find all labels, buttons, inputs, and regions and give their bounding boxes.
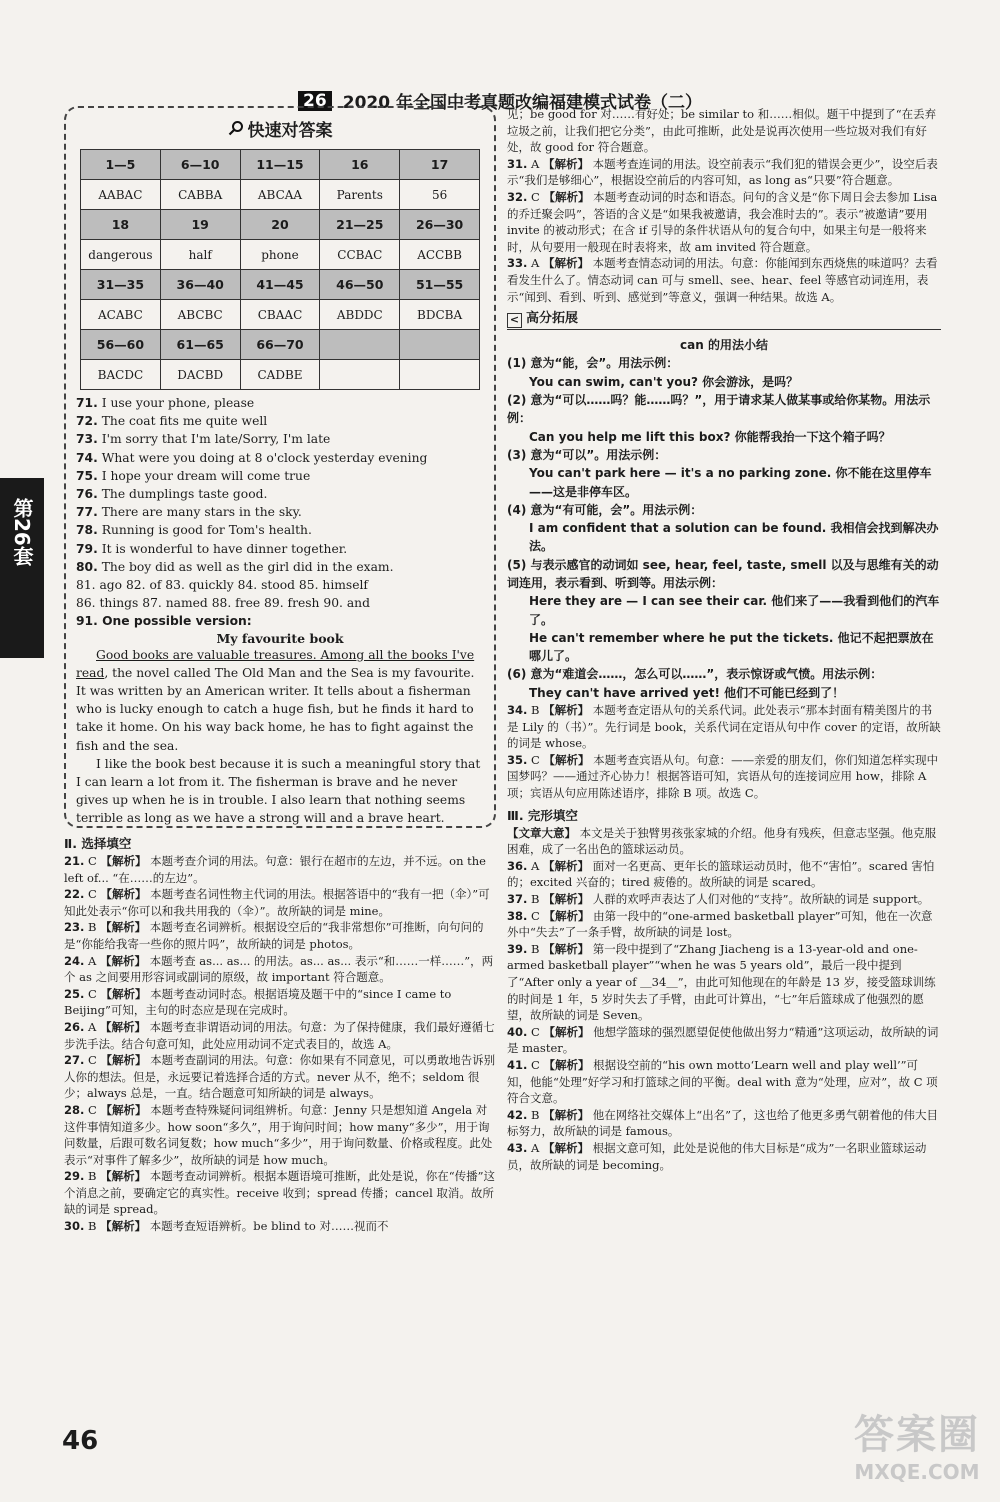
answer-value-cell: ABDDC xyxy=(320,300,400,330)
answer-range-cell: 11—15 xyxy=(240,150,320,180)
answer-value-cell: BACDC xyxy=(81,360,161,390)
answer-line: 80. The boy did as well as the girl did in the exam. xyxy=(76,559,394,574)
answer-line: 77. There are many stars in the sky. xyxy=(76,505,302,520)
answer-range-cell: 36—40 xyxy=(160,270,240,300)
usage-rule: (5) 与表示感官的动词如 see, hear, feel, taste, smell 以及与思维有关的动词连用，表示看到、听到等。用法示例： xyxy=(507,557,939,590)
answer-range-cell: 21—25 xyxy=(320,210,400,240)
answer-table-header-row xyxy=(81,330,480,360)
article-gist: 【文章大意】 本文是关于独臂男孩张家城的介绍。他身有残疾，但意志坚强。他克服困难，成了一名出色的篮球运动员。 xyxy=(507,825,937,857)
answer-value-cell: ABCAA xyxy=(240,180,320,210)
analysis-item: 43. A 【解析】 根据文意可知，此处是说他的伟大目标是“成为”一名职业篮球运动员，故所缺的词是 becoming。 xyxy=(507,1140,927,1172)
answer-range-cell: 46—50 xyxy=(320,270,400,300)
answer-table xyxy=(80,149,480,390)
answer-range-cell: 26—30 xyxy=(400,210,480,240)
analysis-item: 39. B 【解析】 第一段中提到了“Zhang Jiacheng is a 13-year-old and one-armed basketball player”“when he was 5 years old”，最后一段中提到了“After only a year of ＿34＿”，由此可知他现在的年龄是 13 岁，接受篮球训练的时间是 1 年，5 岁时失去了手臂，由此可计算出，“七”年后篮球成了他强烈的愿望，故所缺的词是 Seven。 xyxy=(507,941,936,1023)
left-column xyxy=(64,106,496,1235)
answer-value-cell: BDCBA xyxy=(400,300,480,330)
analysis-items-mid xyxy=(507,702,941,802)
answer-line: 74. What were you doing at 8 o'clock yesterday evening xyxy=(76,450,428,465)
answer-value-cell xyxy=(400,360,480,390)
analysis-item: 21. C 【解析】 本题考查介词的用法。句意：银行在超市的左边，并不远。on the left of... “在……的左边”。 xyxy=(64,854,486,885)
right-column xyxy=(507,106,941,1173)
answer-line: 73. I'm sorry that I'm late/Sorry, I'm late xyxy=(76,432,331,447)
analysis-item: 23. B 【解析】 本题考查名词辨析。根据设空后的“我非常想你”可推断，向句问的是“你能给我寄一些你的照片吗”，故所缺的词是 photos。 xyxy=(64,920,484,951)
essay-title: My favourite book xyxy=(216,630,344,646)
answer-line: 86. things 87. named 88. free 89. fresh 90. and xyxy=(76,596,370,611)
can-usage-summary xyxy=(507,336,941,702)
analysis-item: 31. A 【解析】 本题考查连词的用法。设空前表示“我们犯的错误会更少”，设空后表示“我们是够细心”，根据设空前后的内容可知，as long as“只要”符合题意。 xyxy=(507,156,938,188)
answer-value-cell: ACCBB xyxy=(400,240,480,270)
usage-rule: (3) 意为“可以”。用法示例： xyxy=(507,447,667,462)
analysis-item: 24. A 【解析】 本题考查 as... as... 的用法。as... as... 表示“和……一样……”，两个 as 之间要用形容词或副词的原级，故 important 符合题意。 xyxy=(64,953,494,985)
answer-value-cell: CCBAC xyxy=(320,240,400,270)
answer-line: 72. The coat fits me quite well xyxy=(76,414,268,429)
essay-paragraph: Good books are valuable treasures. Among all the books I've read, the novel called The Old Man and the Sea is my favourite. It was written by an American writer. It tells about a fisherman who is lucky enough to catch a huge fish, but he finds it hard to take it home. On his way back home, he has to fight against the fish and the sea. xyxy=(76,647,475,753)
answer-value-cell: CABBA xyxy=(160,180,240,210)
share-icon: < xyxy=(507,313,522,328)
watermark-logo: 答案圈 MXQE.COM xyxy=(854,1412,980,1484)
analysis-item: 22. C 【解析】 本题考查名词性物主代词的用法。根据答语中的“我有一把（伞）”可知此处表示“你可以和我共用我的（伞）”。故所缺的词是 mine。 xyxy=(64,887,490,918)
set-number-badge: 26 xyxy=(298,91,332,111)
magnifier-icon xyxy=(228,120,244,141)
answer-range-cell: 31—35 xyxy=(81,270,161,300)
quick-answer-title: 快速对答案 xyxy=(76,116,484,141)
analysis-item: 35. C 【解析】 本题考查宾语从句。句意：——亲爱的朋友们，你们知道怎样实现中国梦吗？——通过齐心协力！根据答语可知，宾语从句的连接词应用 how，排除 A 项；宾语从句应用陈述语序，排除 B 项。故选 C。 xyxy=(507,752,939,801)
answer-range-cell xyxy=(400,330,480,360)
side-tab xyxy=(0,478,44,658)
answer-value-cell: CADBE xyxy=(240,360,320,390)
answer-range-cell: 20 xyxy=(240,210,320,240)
section-title: Ⅱ. 选择填空 xyxy=(64,836,132,851)
answer-value-cell: ACABC xyxy=(81,300,161,330)
analysis-item: 29. B 【解析】 本题考查动词辨析。根据本题语境可推断，此处是说，你在“传播”这个消息之前，要确定它的真实性。receive 收到；spread 传播；cancel 取消。故所缺的词是 spread。 xyxy=(64,1169,496,1217)
answer-range-cell: 19 xyxy=(160,210,240,240)
answer-range-cell: 66—70 xyxy=(240,330,320,360)
answer-value-cell: CBAAC xyxy=(240,300,320,330)
answer-value-cell xyxy=(320,360,400,390)
analysis-item: 26. A 【解析】 本题考查非谓语动词的用法。句意：为了保持健康，我们最好遵循七步洗手法。结合句意可知，此处应用动词不定式表目的，故选 A。 xyxy=(64,1019,495,1051)
analysis-item: 36. A 【解析】 面对一名更高、更年长的篮球运动员时，他不“害怕”。scared 害怕的；excited 兴奋的；tired 疲倦的。故所缺的词是 scared。 xyxy=(507,858,935,890)
side-tab-label: 第26套 xyxy=(10,498,34,566)
answer-range-cell xyxy=(320,330,400,360)
answer-value-cell: phone xyxy=(240,240,320,270)
usage-rule: (4) 意为“有可能，会”。用法示例： xyxy=(507,502,703,517)
analysis-item: 27. C 【解析】 本题考查副词的用法。句意：你如果有不同意见，可以勇敢地告诉别人你的想法。但是，永远要记着选择合适的方式。never 从不，绝不；seldom 很少；always 总是，一直。结合题意可知所缺的词是 always。 xyxy=(64,1053,496,1101)
answer-line: 76. The dumplings taste good. xyxy=(76,487,268,502)
answer-range-cell: 1—5 xyxy=(81,150,161,180)
answer-table-row xyxy=(81,300,480,330)
answer-range-cell: 51—55 xyxy=(400,270,480,300)
page-title: 2020 年全国中考真题改编福建模式试卷（二） xyxy=(342,93,702,113)
answer-value-cell: dangerous xyxy=(81,240,161,270)
choice-section xyxy=(64,834,496,1235)
analysis-items-bottom xyxy=(507,858,941,1173)
answer-table-header-row xyxy=(81,150,480,180)
analysis-item: 30. B 【解析】 本题考查短语辨析。be blind to 对……视而不 xyxy=(64,1219,389,1234)
answer-value-cell: ABCBC xyxy=(160,300,240,330)
analysis-item: 33. A 【解析】 本题考查情态动词的用法。句意：你能闻到东西烧焦的味道吗？去看看发生什么了。情态动词 can 可与 smell、see、hear、feel 等感官动词连用，表示“闻到、看到、听到、感觉到”等意义，强调一种结果。故选 A。 xyxy=(507,256,938,304)
answer-value-cell: AABAC xyxy=(81,180,161,210)
analysis-item: 28. C 【解析】 本题考查特殊疑问词组辨析。句意：Jenny 只是想知道 Angela 对这件事情知道多少。how soon“多久”，用于询问时间；how many“多少”，用于询问数量，后跟可数名词复数；how much“多少”，用于询问数量、价格或程度。此处表示“对事件了解多少”，故所缺的词是 how much。 xyxy=(64,1102,493,1167)
usage-example: I am confident that a solution can be found. 我相信会找到解决办法。 xyxy=(529,521,939,554)
usage-example: Can you help me lift this box? 你能帮我抬一下这个箱子吗？ xyxy=(529,429,891,444)
analysis-item: 见；be good for 对……有好处；be similar to 和……相似。题干中提到了“在丢弃垃圾之前，让我们把它分类”，由此可推断，此处是说再次使用一些垃圾对我们有好处，故 good for 符合题意。 xyxy=(507,107,937,155)
answer-line: 81. ago 82. of 83. quickly 84. stood 85. himself xyxy=(76,578,368,593)
answer-line: 91. One possible version: xyxy=(76,614,252,629)
answer-line: 75. I hope your dream will come true xyxy=(76,468,311,483)
usage-example: Here they are — I can see their car. 他们来了——我看到他们的汽车了。 xyxy=(529,594,940,627)
usage-example: You can swim, can't you? 你会游泳，是吗？ xyxy=(529,374,799,389)
analysis-item: 32. C 【解析】 本题考查动词的时态和语态。问句的含义是“你下周日会去参加 Lisa 的乔迁聚会吗”，答语的含义是“如果我被邀请，我会准时去的”。表示“被邀请”要用 invite 的被动形式；在含 if 引导的条件状语从句的复合句中，如果主句是一般将来时，从句要用一般现在时表将来，故 am invited 符合题意。 xyxy=(507,189,938,254)
choice-items xyxy=(64,853,496,1235)
answer-table-header-row xyxy=(81,210,480,240)
analysis-item: 40. C 【解析】 他想学篮球的强烈愿望促使他做出努力“精通”这项运动，故所缺的词是 master。 xyxy=(507,1024,939,1056)
answer-value-cell: Parents xyxy=(320,180,400,210)
usage-rule: (2) 意为“可以……吗？能……吗？”，用于请求某人做某事或给你某物。用法示例： xyxy=(507,393,931,426)
usage-rule: (6) 意为“难道会……，怎么可以……”，表示惊讶或气愤。用法示例： xyxy=(507,667,883,682)
analysis-item: 34. B 【解析】 本题考查定语从句的关系代词。此处表示“那本封面有精美图片的书是 Lily 的（书）”。先行词是 book，关系代词在定语从句中作 cover 的定语，故所缺的词是 whose。 xyxy=(507,703,941,751)
answer-line: 78. Running is good for Tom's health. xyxy=(76,523,312,538)
analysis-item: 42. B 【解析】 他在网络社交媒体上“出名”了，这也给了他更多勇气朝着他的伟大目标努力，故所缺的词是 famous。 xyxy=(507,1107,939,1139)
usage-rule: (1) 意为“能，会”。用法示例： xyxy=(507,356,679,371)
essay xyxy=(76,646,484,828)
extension-header: < 高分拓展 xyxy=(507,307,941,330)
summary-title: can 的用法小结 xyxy=(680,338,768,353)
answer-value-cell: 56 xyxy=(400,180,480,210)
answer-value-cell: half xyxy=(160,240,240,270)
quick-answer-box xyxy=(64,106,496,828)
answer-range-cell: 17 xyxy=(400,150,480,180)
answer-range-cell: 61—65 xyxy=(160,330,240,360)
answer-table-header-row xyxy=(81,270,480,300)
usage-example: They can't have arrived yet! 他们不可能已经到了！ xyxy=(529,685,845,700)
cloze-section-title: Ⅲ. 完形填空 xyxy=(507,807,578,823)
answer-table-row xyxy=(81,180,480,210)
answer-range-cell: 16 xyxy=(320,150,400,180)
analysis-item: 41. C 【解析】 根据设空前的“his own motto‘Learn well and play well’”可知，他能“处理”好学习和打篮球之间的平衡。deal with 意为“处理，应对”，故 C 项符合文意。 xyxy=(507,1057,938,1106)
analysis-item: 38. C 【解析】 由第一段中的“one-armed basketball player”可知，他在一次意外中“失去”了一条手臂，故所缺的词是 lost。 xyxy=(507,908,933,940)
answer-line: 71. I use your phone, please xyxy=(76,396,255,410)
answer-table-row xyxy=(81,360,480,390)
answer-range-cell: 6—10 xyxy=(160,150,240,180)
analysis-item: 37. B 【解析】 人群的欢呼声表达了人们对他的“支持”。故所缺的词是 support。 xyxy=(507,892,930,906)
answer-line: 79. It is wonderful to have dinner together. xyxy=(76,541,348,556)
usage-example: He can't remember where he put the tickets. 他记不起把票放在哪儿了。 xyxy=(529,630,934,664)
answer-lines xyxy=(76,394,484,631)
usage-example: You can't park here — it's a no parking zone. 你不能在这里停车——这是非停车区。 xyxy=(529,466,932,499)
analysis-item: 25. C 【解析】 本题考查动词时态。根据语境及题干中的“since I came to Beijing”可知，主句的时态应是现在完成时。 xyxy=(64,986,452,1018)
essay-paragraph: I like the book best because it is such a meaningful story that I can learn a lot from it. The fisherman is brave and he never gives up when he is in trouble. I also learn that nothing seems terrible as long as we have a strong will and a brave heart. xyxy=(76,756,481,826)
answer-table-row xyxy=(81,240,480,270)
answer-range-cell: 41—45 xyxy=(240,270,320,300)
answer-range-cell: 56—60 xyxy=(81,330,161,360)
answer-value-cell: DACBD xyxy=(160,360,240,390)
answer-range-cell: 18 xyxy=(81,210,161,240)
analysis-items-top xyxy=(507,106,941,305)
page-number: 46 xyxy=(62,1426,99,1456)
